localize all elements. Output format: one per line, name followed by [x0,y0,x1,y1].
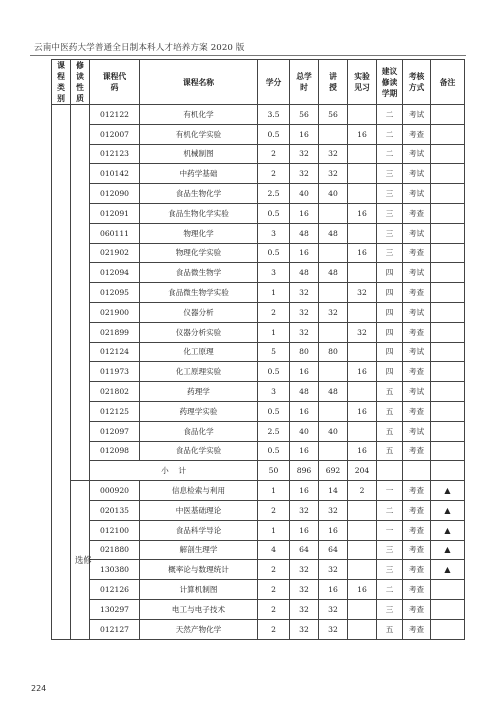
course-lab-hours [348,560,377,580]
course-name: 仪器分析 [140,302,258,322]
course-note [431,421,465,441]
table-row [52,124,465,144]
course-lecture-hours [319,283,348,303]
course-exam: 考查 [403,540,431,560]
course-name: 机械制图 [140,144,258,164]
course-exam: 考试 [403,342,431,362]
subtotal-note [431,461,465,481]
course-term: 五 [377,382,403,402]
course-lab-hours [348,302,377,322]
course-term: 三 [377,203,403,223]
course-name: 食品生物化学 [140,184,258,204]
course-total-hours: 16 [290,243,319,263]
course-note [431,184,465,204]
course-note [431,401,465,421]
course-credit: 2 [258,560,290,580]
course-exam: 考试 [403,184,431,204]
course-term: 四 [377,322,403,342]
col-header-category: 课程类别 [52,60,71,105]
course-lecture-hours: 32 [319,599,348,619]
course-code: 010142 [90,164,140,184]
course-credit: 2.5 [258,184,290,204]
course-credit: 0.5 [258,441,290,461]
course-note [431,580,465,600]
table-row [52,500,465,520]
course-code: 012126 [90,580,140,600]
course-name: 食品科学导论 [140,520,258,540]
course-lecture-hours [319,362,348,382]
course-note [431,164,465,184]
course-code: 130297 [90,599,140,619]
course-lab-hours: 16 [348,580,377,600]
course-credit: 2.5 [258,421,290,441]
course-total-hours: 16 [290,401,319,421]
course-code: 012100 [90,520,140,540]
course-lab-hours [348,184,377,204]
course-total-hours: 16 [290,362,319,382]
course-note: ▲ [431,540,465,560]
course-note [431,223,465,243]
course-lecture-hours [319,441,348,461]
course-lab-hours: 32 [348,283,377,303]
course-credit: 1 [258,322,290,342]
col-header-exam: 考核方式 [403,60,431,105]
course-lab-hours: 16 [348,203,377,223]
course-note: ▲ [431,520,465,540]
course-note [431,342,465,362]
table-row [52,283,465,303]
course-note [431,283,465,303]
course-exam: 考查 [403,124,431,144]
course-credit: 3 [258,382,290,402]
course-total-hours: 16 [290,520,319,540]
course-name: 解剖生理学 [140,540,258,560]
course-note [431,619,465,639]
course-exam: 考查 [403,500,431,520]
course-term: 五 [377,441,403,461]
course-credit: 1 [258,481,290,501]
course-name: 食品微生物学 [140,263,258,283]
course-code: 130380 [90,560,140,580]
table-row [52,362,465,382]
course-name: 药理学 [140,382,258,402]
course-lab-hours [348,342,377,362]
course-lab-hours [348,144,377,164]
course-lab-hours [348,164,377,184]
course-name: 化工原理实验 [140,362,258,382]
course-lecture-hours [319,124,348,144]
course-total-hours: 48 [290,382,319,402]
table-row [52,441,465,461]
table-row [52,560,465,580]
course-note: ▲ [431,481,465,501]
col-header-note: 备注 [431,60,465,105]
course-exam: 考查 [403,580,431,600]
course-exam: 考试 [403,382,431,402]
course-total-hours: 16 [290,203,319,223]
course-note [431,263,465,283]
course-exam: 考试 [403,164,431,184]
course-exam: 考查 [403,599,431,619]
course-credit: 0.5 [258,362,290,382]
course-lecture-hours: 16 [319,520,348,540]
course-exam: 考试 [403,302,431,322]
header-divider [30,55,466,56]
course-credit: 2 [258,500,290,520]
course-name: 有机化学实验 [140,124,258,144]
course-name: 计算机制图 [140,580,258,600]
col-header-lab: 实验见习 [348,60,377,105]
course-credit: 0.5 [258,203,290,223]
course-exam: 考查 [403,481,431,501]
subtotal-label: 小 计 [90,461,258,481]
course-lecture-hours: 48 [319,263,348,283]
course-code: 012125 [90,401,140,421]
course-lab-hours [348,263,377,283]
course-exam: 考查 [403,401,431,421]
subtotal-term [377,461,403,481]
course-total-hours: 32 [290,144,319,164]
course-lecture-hours: 32 [319,164,348,184]
course-term: 二 [377,144,403,164]
course-credit: 1 [258,520,290,540]
course-code: 012123 [90,144,140,164]
course-code: 021880 [90,540,140,560]
course-total-hours: 16 [290,441,319,461]
course-lecture-hours: 40 [319,184,348,204]
course-lab-hours [348,105,377,125]
course-total-hours: 32 [290,164,319,184]
table-row [52,263,465,283]
course-lab-hours [348,520,377,540]
course-lab-hours [348,421,377,441]
course-exam: 考查 [403,283,431,303]
subtotal-credit: 50 [258,461,290,481]
course-code: 012094 [90,263,140,283]
course-total-hours: 16 [290,481,319,501]
course-term: 五 [377,401,403,421]
course-credit: 2 [258,144,290,164]
course-term: 二 [377,580,403,600]
course-exam: 考查 [403,203,431,223]
course-note [431,243,465,263]
course-lab-hours [348,223,377,243]
course-code: 012124 [90,342,140,362]
col-header-total-hours: 总学时 [290,60,319,105]
page-number: 224 [31,684,47,693]
course-total-hours: 80 [290,342,319,362]
course-code: 021802 [90,382,140,402]
course-credit: 0.5 [258,243,290,263]
course-term: 四 [377,362,403,382]
subtotal-lab-hours: 204 [348,461,377,481]
course-name: 食品微生物学实验 [140,283,258,303]
course-exam: 考试 [403,223,431,243]
course-note [431,441,465,461]
course-credit: 5 [258,342,290,362]
col-header-name: 课程名称 [140,60,258,105]
course-lecture-hours: 56 [319,105,348,125]
course-note [431,105,465,125]
course-name: 食品生物化学实验 [140,203,258,223]
course-lecture-hours [319,203,348,223]
course-name: 化工原理 [140,342,258,362]
course-code: 012091 [90,203,140,223]
course-term: 二 [377,500,403,520]
course-term: 三 [377,560,403,580]
course-term: 四 [377,302,403,322]
course-name: 概率论与数理统计 [140,560,258,580]
course-total-hours: 48 [290,223,319,243]
course-total-hours: 32 [290,560,319,580]
course-code: 012007 [90,124,140,144]
table-row [52,243,465,263]
course-lab-hours: 2 [348,481,377,501]
course-lecture-hours: 32 [319,560,348,580]
table-row [52,619,465,639]
course-code: 012095 [90,283,140,303]
course-name: 物理化学实验 [140,243,258,263]
col-header-credit: 学分 [258,60,290,105]
course-term: 一 [377,520,403,540]
course-note [431,144,465,164]
course-term: 四 [377,283,403,303]
course-total-hours: 32 [290,619,319,639]
course-name: 天然产物化学 [140,619,258,639]
subtotal-exam [403,461,431,481]
course-term: 三 [377,599,403,619]
course-lab-hours: 32 [348,322,377,342]
course-code: 020135 [90,500,140,520]
course-lecture-hours: 14 [319,481,348,501]
subtotal-lecture-hours: 692 [319,461,348,481]
course-exam: 考试 [403,421,431,441]
course-note [431,382,465,402]
course-note [431,302,465,322]
course-exam: 考查 [403,619,431,639]
course-code: 011973 [90,362,140,382]
course-total-hours: 40 [290,421,319,441]
course-lab-hours [348,500,377,520]
course-code: 021902 [90,243,140,263]
course-lecture-hours: 32 [319,500,348,520]
course-exam: 考查 [403,520,431,540]
course-name: 中医基础理论 [140,500,258,520]
course-credit: 3 [258,263,290,283]
table-row [52,105,465,125]
course-credit: 2 [258,302,290,322]
course-total-hours: 32 [290,322,319,342]
table-row [52,342,465,362]
table-row [52,184,465,204]
table-row [52,164,465,184]
course-name: 电工与电子技术 [140,599,258,619]
course-term: 三 [377,243,403,263]
table-row [52,144,465,164]
table-row [52,481,465,501]
table-row [52,520,465,540]
course-total-hours: 40 [290,184,319,204]
course-lecture-hours: 32 [319,619,348,639]
course-exam: 考试 [403,263,431,283]
course-total-hours: 64 [290,540,319,560]
course-name: 有机化学 [140,105,258,125]
course-lab-hours: 16 [348,362,377,382]
elective-section-label: 选修 [71,481,90,639]
course-note [431,203,465,223]
course-name: 食品化学 [140,421,258,441]
course-note [431,362,465,382]
course-lab-hours: 16 [348,401,377,421]
course-term: 三 [377,184,403,204]
course-lab-hours: 16 [348,243,377,263]
course-lab-hours [348,599,377,619]
course-lecture-hours: 40 [319,421,348,441]
course-term: 三 [377,540,403,560]
subtotal-total-hours: 896 [290,461,319,481]
course-code: 012122 [90,105,140,125]
course-exam: 考查 [403,322,431,342]
curriculum-table [51,59,465,640]
course-term: 三 [377,223,403,243]
table-row [52,599,465,619]
course-name: 物理化学 [140,223,258,243]
course-exam: 考查 [403,243,431,263]
table-row [52,203,465,223]
course-lecture-hours [319,243,348,263]
course-term: 三 [377,164,403,184]
col-header-code: 课程代码 [90,60,140,105]
course-code: 012127 [90,619,140,639]
course-term: 二 [377,105,403,125]
course-term: 五 [377,421,403,441]
course-code: 060111 [90,223,140,243]
table-row [52,540,465,560]
course-code: 012097 [90,421,140,441]
col-header-lecture: 讲授 [319,60,348,105]
table-row [52,421,465,441]
subtotal-row [52,461,465,481]
course-term: 二 [377,124,403,144]
course-note [431,599,465,619]
course-code: 012090 [90,184,140,204]
table-row [52,322,465,342]
course-total-hours: 32 [290,580,319,600]
course-lecture-hours: 48 [319,223,348,243]
course-note: ▲ [431,500,465,520]
course-total-hours: 48 [290,263,319,283]
course-lecture-hours [319,322,348,342]
page-header: 云南中医药大学普通全日制本科人才培养方案 2020 版 [34,43,245,53]
course-exam: 考试 [403,144,431,164]
table-header-row [52,60,465,105]
course-name: 中药学基础 [140,164,258,184]
course-total-hours: 32 [290,283,319,303]
course-lab-hours: 16 [348,441,377,461]
table-row [52,401,465,421]
col-header-term: 建议修读学期 [377,60,403,105]
course-lecture-hours [319,401,348,421]
course-term: 一 [377,481,403,501]
course-lecture-hours: 32 [319,302,348,322]
course-lab-hours: 16 [348,124,377,144]
course-lab-hours [348,540,377,560]
course-exam: 考试 [403,105,431,125]
course-term: 四 [377,263,403,283]
course-credit: 2 [258,164,290,184]
course-exam: 考查 [403,441,431,461]
course-total-hours: 16 [290,124,319,144]
table-row [52,302,465,322]
course-lecture-hours: 80 [319,342,348,362]
category-cell [52,105,71,640]
course-name: 食品化学实验 [140,441,258,461]
course-lecture-hours: 64 [319,540,348,560]
course-note [431,322,465,342]
course-code: 021899 [90,322,140,342]
course-total-hours: 56 [290,105,319,125]
course-code: 012098 [90,441,140,461]
table-row [52,382,465,402]
course-lecture-hours: 48 [319,382,348,402]
course-credit: 1 [258,283,290,303]
course-name: 仪器分析实验 [140,322,258,342]
course-lab-hours [348,382,377,402]
col-header-elective: 修读性质 [71,60,90,105]
course-total-hours: 32 [290,302,319,322]
course-total-hours: 32 [290,500,319,520]
course-credit: 2 [258,599,290,619]
course-credit: 3.5 [258,105,290,125]
course-term: 四 [377,342,403,362]
course-credit: 2 [258,580,290,600]
required-section-cell [71,105,90,481]
course-credit: 4 [258,540,290,560]
course-credit: 3 [258,223,290,243]
course-credit: 0.5 [258,124,290,144]
course-lecture-hours: 16 [319,580,348,600]
course-exam: 考查 [403,362,431,382]
course-total-hours: 32 [290,599,319,619]
course-credit: 0.5 [258,401,290,421]
course-note [431,124,465,144]
course-credit: 2 [258,619,290,639]
course-code: 000920 [90,481,140,501]
course-exam: 考查 [403,560,431,580]
course-lecture-hours: 32 [319,144,348,164]
course-term: 五 [377,619,403,639]
table-row [52,223,465,243]
course-note: ▲ [431,560,465,580]
course-lab-hours [348,619,377,639]
course-code: 021900 [90,302,140,322]
course-name: 信息检索与利用 [140,481,258,501]
course-name: 药理学实验 [140,401,258,421]
table-row [52,580,465,600]
